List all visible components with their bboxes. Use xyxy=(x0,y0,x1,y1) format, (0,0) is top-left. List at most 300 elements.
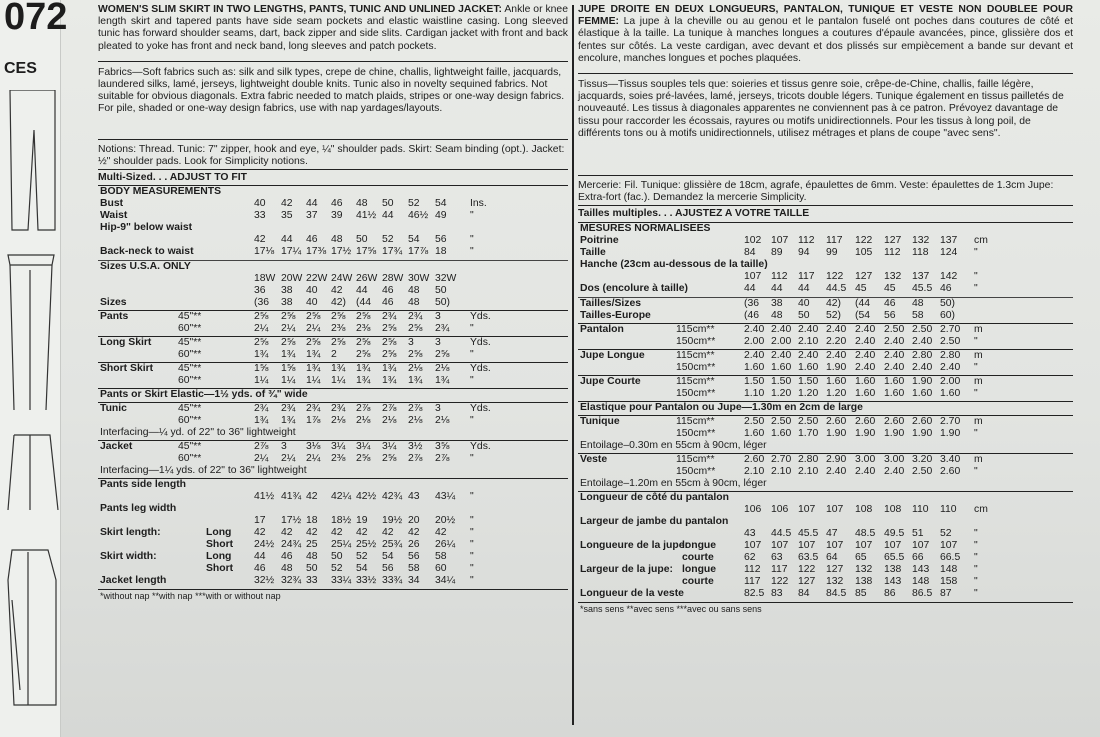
cell-value: 122 xyxy=(855,234,873,246)
cell-value: 33¾ xyxy=(382,575,403,587)
cell-value: 44 xyxy=(356,285,368,297)
cell-value: 107 xyxy=(798,503,816,515)
line-drawings-strip xyxy=(0,0,68,737)
cell-value: 42 xyxy=(281,527,293,539)
cell-value: 112 xyxy=(798,234,815,246)
cell-value: 33½ xyxy=(356,575,377,587)
pattern-number: 072 xyxy=(4,0,68,38)
cell-value: 1.60 xyxy=(744,361,765,373)
unit-label: " xyxy=(974,527,978,539)
table-row xyxy=(98,415,568,427)
table-row xyxy=(578,576,1073,588)
divider xyxy=(98,169,568,170)
table-row xyxy=(578,283,1073,295)
cell-value: 2⅞ xyxy=(408,403,423,415)
cell-value: 83 xyxy=(771,587,783,599)
cell-value: 44 xyxy=(281,234,293,246)
table-row xyxy=(578,362,1073,374)
cell-value: 137 xyxy=(940,234,958,246)
cell-value: 3½ xyxy=(408,441,423,453)
en-measurements-table xyxy=(98,186,568,602)
table-heading xyxy=(578,223,1073,235)
cell-value: 65 xyxy=(855,551,867,563)
cell-value: 2.40 xyxy=(744,349,765,361)
cell-value: 41¾ xyxy=(281,491,302,503)
unit-label: " xyxy=(974,246,978,258)
cell-value: 132 xyxy=(884,270,902,282)
unit-label: cm xyxy=(974,503,988,515)
cell-value: 122 xyxy=(798,563,816,575)
cell-value: 86.5 xyxy=(912,587,933,599)
cell-value: 110 xyxy=(912,503,929,515)
cell-value: 1.60 xyxy=(798,361,819,373)
cell-value: 35 xyxy=(281,210,293,222)
cell-value: 2⅞ xyxy=(408,453,423,465)
cell-value: 62 xyxy=(744,551,756,563)
divider xyxy=(578,205,1073,206)
row-label: Tailles/Sizes xyxy=(580,297,642,309)
cell-value: 107 xyxy=(826,539,844,551)
cell-value: 107 xyxy=(798,539,816,551)
cell-value: 2.40 xyxy=(855,323,876,335)
row-label: Long Skirt xyxy=(100,337,152,349)
cell-value: (46 xyxy=(744,309,760,321)
cell-value: 1.50 xyxy=(798,375,819,387)
cell-value: 1.10 xyxy=(744,387,765,399)
cell-value: 107 xyxy=(744,539,762,551)
cell-value: 50 xyxy=(356,234,368,246)
cell-value: 49 xyxy=(435,210,447,222)
cell-value: 2⅛ xyxy=(408,415,423,427)
cell-value: 54 xyxy=(435,198,447,210)
cell-value: 2⅝ xyxy=(382,337,397,349)
cell-value: 112 xyxy=(744,563,761,575)
cell-value: 17⅞ xyxy=(408,246,429,258)
cell-value: 2¼ xyxy=(254,323,269,335)
cell-value: (54 xyxy=(855,309,871,321)
row-label: Bust xyxy=(100,198,124,210)
english-column xyxy=(98,4,568,602)
cell-value: 84.5 xyxy=(826,587,847,599)
cell-value: 2.00 xyxy=(744,335,765,347)
cell-value: 117 xyxy=(744,575,761,587)
cell-value: 42 xyxy=(331,527,343,539)
row-label: Skirt width: xyxy=(100,551,157,563)
cell-value: 56 xyxy=(884,309,896,321)
cell-value: 124 xyxy=(940,246,958,258)
footnote-text: *sans sens **avec sens ***avec ou sans sens xyxy=(580,603,762,614)
cell-value: 1.90 xyxy=(912,375,933,387)
table-row xyxy=(98,198,568,210)
cell-value: 2⅝ xyxy=(306,337,321,349)
table-row xyxy=(98,515,568,527)
cell-value: 1.60 xyxy=(884,375,905,387)
cell-value: 43 xyxy=(744,527,756,539)
row-label: Waist xyxy=(100,210,128,222)
cell-value: 1.60 xyxy=(855,387,876,399)
fr-mercerie: Mercerie: Fil. Tunique: glissière de 18cm, agrafe, épaulettes de 6mm. Veste: épaulettes de 1.3cm Jupe: Extra-fort (fac.). Demandez la mercerie Simplicity. xyxy=(578,180,1054,204)
cell-value: 3 xyxy=(435,337,441,349)
cell-value: 2.70 xyxy=(940,415,961,427)
cell-value: 127 xyxy=(826,563,844,575)
cell-value: 2⅝ xyxy=(356,349,371,361)
cell-value: 42 xyxy=(382,527,394,539)
row-label: Jupe Courte xyxy=(580,375,641,387)
cell-value: 46 xyxy=(281,551,293,563)
table-row xyxy=(98,285,568,297)
cell-value: 2.70 xyxy=(771,453,792,465)
cell-value: 3⅛ xyxy=(306,441,321,453)
table-row xyxy=(578,376,1073,388)
cell-value: 1¾ xyxy=(356,375,371,387)
table-row xyxy=(98,551,568,563)
cell-value: 2.40 xyxy=(744,323,765,335)
cell-value: 60 xyxy=(435,563,447,575)
cell-value: 132 xyxy=(855,563,873,575)
interfacing-text: Entoilage–1.20m en 55cm à 90cm, léger xyxy=(580,477,767,489)
row-label: Poitrine xyxy=(580,234,619,246)
cell-value: 2⅝ xyxy=(356,453,371,465)
table-row xyxy=(98,403,568,415)
cell-value: 2.40 xyxy=(826,465,847,477)
cell-value: 46 xyxy=(382,297,394,309)
table-row xyxy=(578,247,1073,259)
cell-value: 2⅝ xyxy=(306,311,321,323)
cell-value: 117 xyxy=(771,563,788,575)
fabric-width: 60"** xyxy=(178,453,202,465)
cell-value: 2.40 xyxy=(884,335,905,347)
unit-label: m xyxy=(974,375,983,387)
cell-value: 52 xyxy=(382,234,394,246)
cell-value: 2⅝ xyxy=(382,453,397,465)
table-row xyxy=(98,337,568,349)
cell-value: 2¼ xyxy=(306,323,321,335)
unit-label: " xyxy=(974,551,978,563)
divider xyxy=(578,175,1073,176)
cell-value: 45.5 xyxy=(912,282,933,294)
table-heading xyxy=(98,186,568,198)
table-row xyxy=(578,336,1073,348)
cell-value: 2.10 xyxy=(798,335,819,347)
cell-value: 52 xyxy=(408,198,420,210)
unit-label: " xyxy=(470,491,474,503)
cell-value: 51 xyxy=(912,527,924,539)
cell-value: 1.90 xyxy=(826,361,847,373)
cell-value: 38 xyxy=(281,285,293,297)
cell-value: 33 xyxy=(254,210,266,222)
en-description-text: Ankle or knee length skirt and tapered pants have side seam pockets and elastic waistline casing. Long sleeved tunic has forward shoulder seams, dart, back zipper and side slits. Cardigan jacket with front and back pleated to yoke has front and neck band, long sleeves and patch pockets. xyxy=(98,4,568,52)
unit-label: Yds. xyxy=(470,311,491,323)
unit-label: Yds. xyxy=(470,363,491,375)
cell-value: 49.5 xyxy=(884,527,905,539)
row-label: Veste xyxy=(580,453,608,465)
cell-value: 33 xyxy=(306,575,318,587)
cell-value: 2.40 xyxy=(884,361,905,373)
cell-value: 42¾ xyxy=(382,491,403,503)
cell-value: 2.60 xyxy=(884,415,905,427)
cell-value: 66.5 xyxy=(940,551,961,563)
cell-value: 2⅝ xyxy=(281,311,296,323)
cell-value: 105 xyxy=(855,246,873,258)
cell-value: 1.60 xyxy=(884,387,905,399)
cell-value: 2⅝ xyxy=(331,311,346,323)
cell-value: 42 xyxy=(356,527,368,539)
cell-value: 50) xyxy=(940,297,956,309)
cell-value: 17¾ xyxy=(382,246,403,258)
interfacing-text: Interfacing—¼ yd. of 22" to 36" lightweight xyxy=(100,427,296,439)
row-label: Pantalon xyxy=(580,323,624,335)
cell-value: 22W xyxy=(306,273,328,285)
column-divider xyxy=(572,5,574,725)
cell-value: 2.00 xyxy=(940,375,961,387)
cell-value: 40 xyxy=(254,198,266,210)
cell-value: 158 xyxy=(940,575,958,587)
cell-value: 65.5 xyxy=(884,551,905,563)
fabric-width: 150cm** xyxy=(676,387,716,399)
divider xyxy=(98,61,568,62)
cell-value: 2⅞ xyxy=(254,441,269,453)
cell-value: 63 xyxy=(771,551,783,563)
cell-value: 99 xyxy=(826,246,838,258)
cell-value: 2⅝ xyxy=(254,311,269,323)
cell-value: 2.20 xyxy=(826,335,847,347)
cell-value: 46 xyxy=(940,282,952,294)
row-label: Pants xyxy=(100,311,129,323)
cell-value: 2¼ xyxy=(281,453,296,465)
cell-value: 1.90 xyxy=(940,427,961,439)
cell-value: 38 xyxy=(771,297,783,309)
cell-value: 42 xyxy=(281,198,293,210)
table-row xyxy=(98,246,568,258)
unit-label: m xyxy=(974,453,983,465)
cell-value: 30W xyxy=(408,273,430,285)
cell-value: 2⅜ xyxy=(356,323,371,335)
cell-value: 132 xyxy=(826,575,844,587)
cell-value: 1¾ xyxy=(254,349,269,361)
cell-value: 50 xyxy=(306,563,318,575)
cell-value: 3¼ xyxy=(331,441,346,453)
row-label: Longueure de la jupe: xyxy=(580,539,688,551)
cell-value: 2.40 xyxy=(855,335,876,347)
cell-value: 2⅞ xyxy=(356,403,371,415)
cell-value: 1¾ xyxy=(306,363,321,375)
cell-value: 42) xyxy=(826,297,842,309)
cell-value: 48 xyxy=(408,297,420,309)
row-label: Tunic xyxy=(100,403,127,415)
cell-value: 42 xyxy=(435,527,447,539)
table-row xyxy=(578,504,1073,516)
cell-value: 2⅝ xyxy=(435,349,450,361)
cell-value: 89 xyxy=(771,246,783,258)
cell-value: 20 xyxy=(408,515,420,527)
cell-value: 46 xyxy=(254,563,266,575)
cell-value: 1¾ xyxy=(435,375,450,387)
pieces-label: CES xyxy=(4,60,37,77)
cell-value: 2⅛ xyxy=(435,363,450,375)
cell-value: 148 xyxy=(912,575,930,587)
row-label: Longueur de côté du pantalon xyxy=(580,491,729,503)
divider xyxy=(98,139,568,140)
cell-value: 58 xyxy=(408,563,420,575)
cell-value: 46 xyxy=(382,285,394,297)
cell-value: 127 xyxy=(884,234,902,246)
cell-value: 64 xyxy=(826,551,838,563)
table-row xyxy=(98,234,568,246)
cell-value: 2.60 xyxy=(855,415,876,427)
cell-value: 43¼ xyxy=(435,491,456,503)
fabric-width: 45"** xyxy=(178,363,202,375)
cell-value: 36 xyxy=(254,285,266,297)
fabric-width: 150cm** xyxy=(676,361,716,373)
elastic-text: Pants or Skirt Elastic—1½ yds. of ¾" wide xyxy=(100,389,308,401)
unit-label: " xyxy=(974,282,978,294)
cell-value: 41½ xyxy=(356,210,377,222)
cell-value: 25¼ xyxy=(331,539,352,551)
cell-value: 24W xyxy=(331,273,353,285)
fabric-width: 60"** xyxy=(178,375,202,387)
cell-value: 50 xyxy=(798,309,810,321)
cell-value: 2.00 xyxy=(771,335,792,347)
cell-value: (44 xyxy=(855,297,871,309)
cell-value: 107 xyxy=(884,539,902,551)
table-row xyxy=(98,311,568,323)
table-row xyxy=(578,235,1073,247)
row-sub-label: courte xyxy=(682,551,714,563)
cell-value: 54 xyxy=(382,551,394,563)
interfacing-note xyxy=(578,440,1073,452)
cell-value: 48 xyxy=(912,297,924,309)
cell-value: 1.60 xyxy=(940,387,961,399)
unit-label: " xyxy=(470,415,474,427)
fabric-width: 150cm** xyxy=(676,335,716,347)
cell-value: 44 xyxy=(382,210,394,222)
cell-value: 24¾ xyxy=(281,539,302,551)
cell-value: 1.60 xyxy=(771,361,792,373)
cell-value: 3.40 xyxy=(940,453,961,465)
fabric-width: 115cm** xyxy=(676,453,715,465)
row-sub-label: courte xyxy=(682,575,714,587)
elastic-note xyxy=(98,389,568,401)
fabric-width: 150cm** xyxy=(676,465,716,477)
cell-value: 32¾ xyxy=(281,575,302,587)
cell-value: 2.10 xyxy=(798,465,819,477)
cell-value: 44 xyxy=(254,551,266,563)
cell-value: 2¾ xyxy=(306,403,321,415)
cell-value: 1.90 xyxy=(855,427,876,439)
row-label: Jacket xyxy=(100,441,133,453)
cell-value: 52 xyxy=(331,563,343,575)
fabric-width: 45"** xyxy=(178,441,202,453)
elastic-text: Elastique pour Pantalon ou Jupe—1.30m en 2cm de large xyxy=(580,401,863,413)
cell-value: 106 xyxy=(771,503,789,515)
cell-value: 1.60 xyxy=(855,375,876,387)
cell-value: 2⅝ xyxy=(356,311,371,323)
cell-value: 44 xyxy=(771,282,783,294)
unit-label: Yds. xyxy=(470,403,491,415)
fabric-width: 60"** xyxy=(178,415,202,427)
cell-value: 40 xyxy=(306,285,318,297)
cell-value: 54 xyxy=(356,563,368,575)
en-title: WOMEN'S SLIM SKIRT IN TWO LENGTHS, PANTS, TUNIC AND UNLINED JACKET: xyxy=(98,4,503,15)
row-label: Jupe Longue xyxy=(580,349,645,361)
unit-label: " xyxy=(974,387,978,399)
cell-value: 117 xyxy=(826,234,843,246)
fr-description xyxy=(578,4,1073,65)
cell-value: 2⅜ xyxy=(331,323,346,335)
cell-value: 42 xyxy=(254,527,266,539)
cell-value: 117 xyxy=(798,270,815,282)
cell-value: 48 xyxy=(306,551,318,563)
cell-value: 3.00 xyxy=(855,453,876,465)
cell-value: 42 xyxy=(254,234,266,246)
cell-value: 56 xyxy=(435,234,447,246)
cell-value: 42) xyxy=(331,297,347,309)
cell-value: 2.50 xyxy=(912,323,933,335)
cell-value: 25¾ xyxy=(382,539,403,551)
cell-value: 1.90 xyxy=(912,427,933,439)
cell-value: 2.40 xyxy=(855,361,876,373)
cell-value: 48 xyxy=(356,198,368,210)
cell-value: 43 xyxy=(408,491,420,503)
cell-value: 17⅜ xyxy=(306,246,327,258)
cell-value: 1.20 xyxy=(826,387,847,399)
cell-value: 2¾ xyxy=(281,403,296,415)
cell-value: 42 xyxy=(306,527,318,539)
cell-value: 44 xyxy=(798,282,810,294)
cell-value: 2.90 xyxy=(826,453,847,465)
cell-value: 50) xyxy=(435,297,451,309)
table-row xyxy=(578,466,1073,478)
cell-value: 32½ xyxy=(254,575,275,587)
cell-value: 48 xyxy=(771,309,783,321)
en-description xyxy=(98,4,568,53)
interfacing-note xyxy=(578,478,1073,490)
cell-value: 2¾ xyxy=(254,403,269,415)
cell-value: 44.5 xyxy=(771,527,792,539)
cell-value: 2⅝ xyxy=(382,323,397,335)
cell-value: 2⅝ xyxy=(408,349,423,361)
fr-title: JUPE DROITE EN DEUX LONGUEURS, PANTALON, TUNIQUE ET VESTE NON DOUBLEE POUR FEMME: xyxy=(578,4,1073,28)
cell-value: 25 xyxy=(306,539,318,551)
cell-value: 82.5 xyxy=(744,587,765,599)
unit-label: " xyxy=(974,587,978,599)
heading-label: BODY MEASUREMENTS xyxy=(100,186,222,198)
fabric-width: 115cm** xyxy=(676,375,715,387)
cell-value: 26W xyxy=(356,273,378,285)
cell-value: 108 xyxy=(884,503,902,515)
cell-value: 87 xyxy=(940,587,952,599)
cell-value: 1¼ xyxy=(254,375,269,387)
cell-value: 17½ xyxy=(331,246,352,258)
cell-value: 3.00 xyxy=(884,453,905,465)
cell-value: 18W xyxy=(254,273,276,285)
fr-description-text: La jupe à la cheville ou au genou et le pantalon fuselé ont poches dans coutures de côté et élastique à la taille. La tunique à manches longues a coutures d'épaule avancées, pince, glissière dos et fentes sur côtés. La veste cardigan, avec devant et dos plissés sur empiècement a bande sur devant et encolure, manches longues et poches plaquées. xyxy=(578,16,1073,64)
fabric-width: 60"** xyxy=(178,349,202,361)
cell-value: 2¾ xyxy=(382,311,397,323)
cell-value: 44 xyxy=(744,282,756,294)
unit-label: " xyxy=(974,361,978,373)
cell-value: 148 xyxy=(940,563,958,575)
row-label: Back-neck to waist xyxy=(100,246,194,258)
row-sub-label: Short xyxy=(206,539,234,551)
cell-value: 84 xyxy=(744,246,756,258)
cell-value: 1¼ xyxy=(281,375,296,387)
unit-label: m xyxy=(974,323,983,335)
cell-value: 56 xyxy=(408,551,420,563)
cell-value: 1¼ xyxy=(306,375,321,387)
unit-label: " xyxy=(470,551,474,563)
fabric-width: 115cm** xyxy=(676,415,715,427)
